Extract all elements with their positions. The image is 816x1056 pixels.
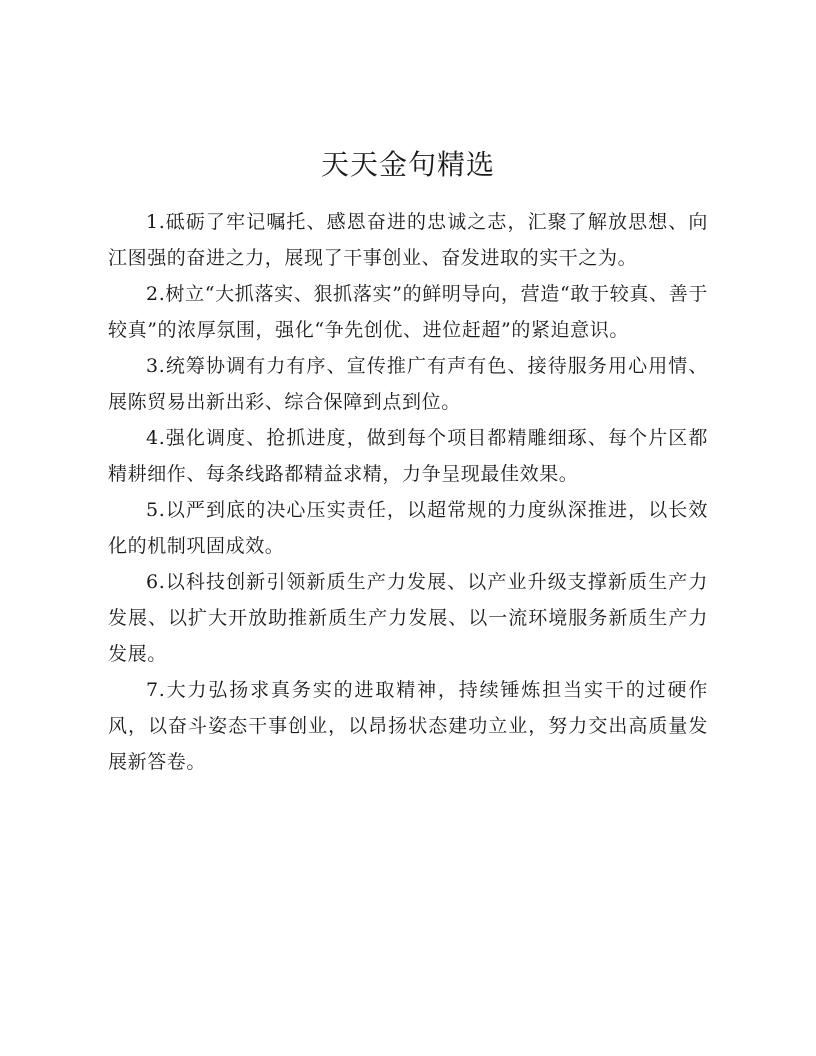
page-title: 天天金句精选 (320, 148, 495, 181)
paragraph-7: 7.大力弘扬求真务实的进取精神，持续锤炼担当实干的过硬作风，以奋斗姿态干事创业，以昂扬状态建功立业，努力交出高质量发展新答卷。 (108, 679, 708, 773)
paragraph-5: 5.以严到底的决心压实责任，以超常规的力度纵深推进，以长效化的机制巩固成效。 (108, 499, 708, 557)
paragraph-6: 6.以科技创新引领新质生产力发展、以产业升级支撑新质生产力发展、以扩大开放助推新质生产力发展、以一流环境服务新质生产力发展。 (108, 571, 708, 665)
paragraph-3: 3.统筹协调有力有序、宣传推广有声有色、接待服务用心用情、展陈贸易出新出彩、综合保障到点到位。 (108, 355, 708, 413)
paragraph-4: 4.强化调度、抢抓进度，做到每个项目都精雕细琢、每个片区都精耕细作、每条线路都精益求精，力争呈现最佳效果。 (108, 427, 708, 485)
paragraph-2: 2.树立“大抓落实、狠抓落实”的鲜明导向，营造“敢于较真、善于较真”的浓厚氛围，强化“争先创优、进位赶超”的紧迫意识。 (108, 283, 708, 341)
paragraph-1: 1.砥砺了牢记嘱托、感恩奋进的忠诚之志，汇聚了解放思想、向江图强的奋进之力，展现了干事创业、奋发进取的实干之为。 (108, 211, 708, 269)
document-body (108, 204, 708, 780)
